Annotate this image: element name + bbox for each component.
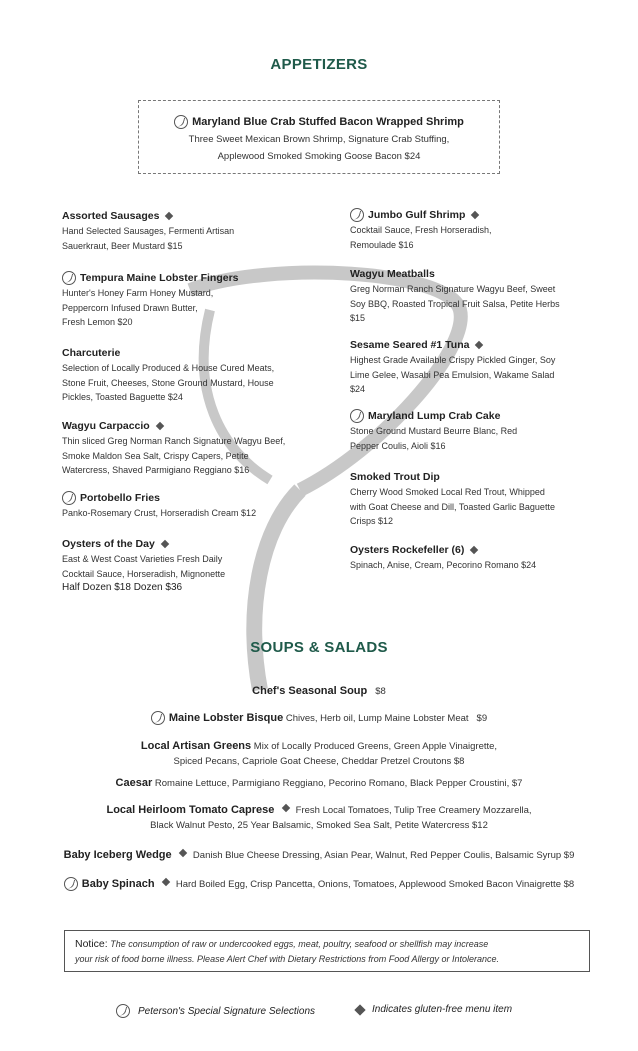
menu-item bbox=[350, 267, 600, 326]
menu-item bbox=[0, 803, 638, 833]
item-desc: Chives, Herb oil, Lump Maine Lobster Meat bbox=[285, 713, 469, 724]
menu-item bbox=[0, 684, 638, 699]
menu-item bbox=[350, 409, 600, 453]
signature-leaf-icon bbox=[174, 115, 188, 129]
diamond-icon bbox=[471, 211, 479, 219]
menu-item bbox=[0, 739, 638, 769]
item-desc: Selection of Locally Produced & House Cured Meats, Stone Fruit, Cheeses, Stone Ground Mustard, House Pickles, Toasted Baguette $24 bbox=[62, 363, 275, 402]
item-desc: Cocktail Sauce, Fresh Horseradish, Remoulade $16 bbox=[350, 225, 492, 250]
item-name: Baby Spinach bbox=[81, 878, 155, 890]
item-desc: Panko-Rosemary Crust, Horseradish Cream $12 bbox=[62, 508, 257, 518]
signature-leaf-icon bbox=[116, 1004, 130, 1018]
item-desc: Fresh Local Tomatoes, Tulip Tree Creamery Mozzarella, bbox=[295, 805, 532, 816]
item-name: Wagyu Carpaccio bbox=[62, 420, 150, 432]
item-desc: Greg Norman Ranch Signature Wagyu Beef, Sweet Soy BBQ, Roasted Tropical Fruit Salsa, Petite Herbs $15 bbox=[350, 284, 560, 323]
signature-leaf-icon bbox=[350, 409, 364, 423]
item-name: Jumbo Gulf Shrimp bbox=[368, 209, 466, 221]
menu-item bbox=[0, 848, 638, 863]
item-price: $8 bbox=[375, 686, 386, 697]
signature-leaf-icon bbox=[350, 208, 364, 222]
signature-leaf-icon bbox=[62, 491, 76, 505]
item-name: Charcuterie bbox=[62, 347, 121, 359]
allergy-notice bbox=[64, 930, 590, 972]
diamond-icon bbox=[162, 878, 170, 886]
item-desc: Hard Boiled Egg, Crisp Pancetta, Onions, Tomatoes, Applewood Smoked Bacon Vinaigrette $8 bbox=[175, 879, 575, 890]
diamond-icon bbox=[470, 546, 478, 554]
diamond-icon bbox=[354, 1004, 365, 1015]
notice-text-continued: your risk of food borne illness. Please Alert Chef with Dietary Restrictions from Food Allergy or Intolerance. bbox=[75, 954, 500, 964]
diamond-icon bbox=[179, 849, 187, 857]
menu-item bbox=[350, 470, 600, 529]
diamond-icon bbox=[475, 341, 483, 349]
diamond-icon bbox=[165, 212, 173, 220]
item-desc: Stone Ground Mustard Beurre Blanc, Red Pepper Coulis, Aioli $16 bbox=[350, 426, 518, 451]
menu-item bbox=[62, 537, 337, 595]
item-name: Smoked Trout Dip bbox=[350, 471, 440, 483]
item-name: Baby Iceberg Wedge bbox=[63, 849, 172, 861]
diamond-icon bbox=[155, 422, 163, 430]
menu-item bbox=[350, 338, 600, 397]
featured-item-desc: Three Sweet Mexican Brown Shrimp, Signature Crab Stuffing, Applewood Smoked Smoking Goose Bacon $24 bbox=[188, 134, 450, 162]
legend-gluten-free bbox=[356, 1004, 512, 1015]
item-name: Portobello Fries bbox=[80, 492, 160, 504]
legend-signature bbox=[116, 1004, 315, 1018]
featured-item-box bbox=[138, 100, 500, 174]
item-desc: Spinach, Anise, Cream, Pecorino Romano $24 bbox=[350, 560, 537, 570]
menu-item bbox=[0, 776, 638, 791]
item-name: Maine Lobster Bisque bbox=[168, 712, 284, 724]
item-name: Wagyu Meatballs bbox=[350, 268, 435, 280]
item-desc-continued: Spiced Pecans, Capriole Goat Cheese, Cheddar Pretzel Croutons $8 bbox=[173, 756, 465, 767]
menu-item bbox=[62, 346, 337, 405]
item-desc-continued: Black Walnut Pesto, 25 Year Balsamic, Smoked Sea Salt, Petite Watercress $12 bbox=[150, 820, 488, 831]
notice-label: Notice: bbox=[75, 938, 108, 950]
menu-item bbox=[62, 209, 337, 253]
item-desc: East & West Coast Varieties Fresh Daily Cocktail Sauce, Horseradish, Mignonette bbox=[62, 554, 226, 579]
menu-item bbox=[62, 271, 337, 330]
item-price: $9 bbox=[476, 713, 488, 724]
notice-text: The consumption of raw or undercooked eggs, meat, poultry, seafood or shellfish may increase bbox=[110, 939, 489, 949]
legend-gluten-free-text: Indicates gluten-free menu item bbox=[372, 1004, 513, 1015]
item-name: Assorted Sausages bbox=[62, 210, 160, 222]
item-name: Oysters of the Day bbox=[62, 538, 155, 550]
item-name: Sesame Seared #1 Tuna bbox=[350, 339, 470, 351]
item-desc: Highest Grade Available Crispy Pickled Ginger, Soy Lime Gelee, Wasabi Pea Emulsion, Wakame Salad $24 bbox=[350, 355, 556, 394]
menu-item bbox=[0, 711, 638, 726]
menu-item bbox=[62, 491, 337, 521]
item-name: Caesar bbox=[115, 777, 153, 789]
legend-signature-text: Peterson's Special Signature Selections bbox=[138, 1005, 316, 1017]
item-desc: Cherry Wood Smoked Local Red Trout, Whipped with Goat Cheese and Dill, Toasted Garlic Baguette Crisps $12 bbox=[350, 487, 555, 526]
signature-leaf-icon bbox=[151, 711, 165, 725]
item-name: Local Artisan Greens bbox=[140, 740, 252, 752]
item-desc: Hand Selected Sausages, Fermenti Artisan Sauerkraut, Beer Mustard $15 bbox=[62, 226, 235, 251]
appetizers-title: APPETIZERS bbox=[270, 56, 368, 73]
menu-item bbox=[0, 877, 638, 892]
item-desc: Mix of Locally Produced Greens, Green Apple Vinaigrette, bbox=[253, 741, 498, 752]
menu-item bbox=[350, 208, 600, 252]
item-price: Half Dozen $18 Dozen $36 bbox=[62, 582, 183, 593]
item-desc: Romaine Lettuce, Parmigiano Reggiano, Pecorino Romano, Black Pepper Croustini, $7 bbox=[154, 778, 523, 789]
item-name: Oysters Rockefeller (6) bbox=[350, 544, 465, 556]
item-name: Chef's Seasonal Soup bbox=[252, 685, 368, 697]
diamond-icon bbox=[161, 540, 169, 548]
signature-leaf-icon bbox=[64, 877, 78, 891]
featured-item-name: Maryland Blue Crab Stuffed Bacon Wrapped Shrimp bbox=[139, 115, 499, 129]
item-desc: Hunter's Honey Farm Honey Mustard, Peppercorn Infused Drawn Butter, Fresh Lemon $20 bbox=[62, 288, 214, 327]
item-desc: Thin sliced Greg Norman Ranch Signature Wagyu Beef, Smoke Maldon Sea Salt, Crispy Capers, Petite Watercress, Shaved Parmigiano Reggiano $16 bbox=[62, 436, 286, 475]
item-name: Local Heirloom Tomato Caprese bbox=[106, 804, 275, 816]
signature-leaf-icon bbox=[62, 271, 76, 285]
item-name: Maryland Lump Crab Cake bbox=[368, 410, 501, 422]
soups-salads-title: SOUPS & SALADS bbox=[250, 639, 388, 656]
menu-item bbox=[62, 419, 337, 478]
item-desc: Danish Blue Cheese Dressing, Asian Pear, Walnut, Red Pepper Coulis, Balsamic Syrup $9 bbox=[192, 850, 575, 861]
item-name: Tempura Maine Lobster Fingers bbox=[80, 272, 239, 284]
diamond-icon bbox=[282, 804, 290, 812]
menu-item bbox=[350, 543, 600, 573]
